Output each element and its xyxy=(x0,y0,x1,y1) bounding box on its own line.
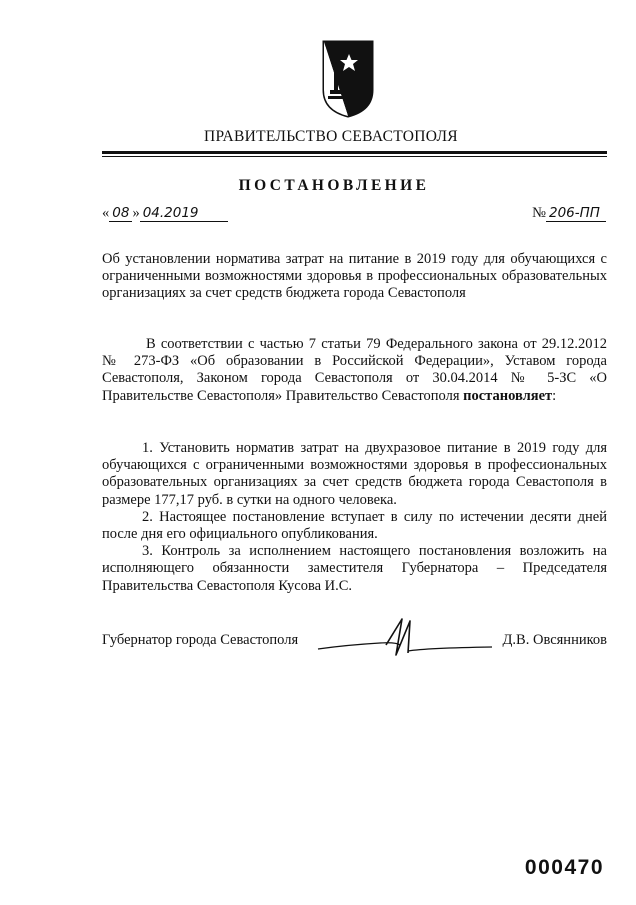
date-quote-close: » xyxy=(132,205,140,221)
decree-subject: Об установлении норматива затрат на питание в 2019 году для обучающихся с ограниченными возможностями здоровья в профессиональных образовательных организациях за счет средств бюджета города Севастополя xyxy=(102,251,607,302)
date-month-year-handwritten: 04.2019 xyxy=(140,205,228,222)
signatory-name: Д.В. Овсянников xyxy=(502,632,607,648)
decree-word: постановляет xyxy=(463,387,553,404)
signatory-title: Губернатор города Севастополя xyxy=(102,632,299,648)
document-serial-number: 000470 xyxy=(524,856,604,879)
decree-item-2: 2. Настоящее постановление вступает в силу по истечении десяти дней после дня его официального опубликования. xyxy=(102,508,607,543)
header-divider-thick xyxy=(102,151,607,154)
date-day-handwritten: 08 xyxy=(109,205,132,222)
signature-block xyxy=(102,627,607,657)
decree-item-1: 1. Установить норматив затрат на двухразовое питание в 2019 году для обучающихся с ограниченными возможностями здоровья в профессиональных образовательных организациях за счет средств бюджета города Севастополя в размере 177,17 руб. в сутки на одного человека. xyxy=(102,440,607,508)
date-quote-open: « xyxy=(102,205,110,221)
sevastopol-coat-of-arms-icon xyxy=(320,40,376,118)
document-number xyxy=(532,204,606,222)
decree-item-3: 3. Контроль за исполнением настоящего постановления возложить на исполняющего обязанности заместителя Губернатора – Председателя Правительства Севастополя Кусова И.С. xyxy=(102,543,607,594)
government-name: ПРАВИТЕЛЬСТВО СЕВАСТОПОЛЯ xyxy=(204,128,458,145)
preamble-text: В соответствии с частью 7 статьи 79 Федерального закона от 29.12.2012 № 273-ФЗ «Об образовании в Российской Федерации», Уставом города Севастополя, Законом города Севастополя от 30.04.2014 № 5-ЗС «О Правительстве Севастополя» Правительство Севастополя xyxy=(102,336,607,404)
decree-preamble xyxy=(102,336,607,405)
header-divider-thin xyxy=(102,156,607,157)
number-sign: № xyxy=(532,205,546,221)
document-date xyxy=(102,204,228,222)
decree-items xyxy=(102,440,607,595)
number-value-handwritten: 206-ПП xyxy=(546,205,606,222)
document-type-title: ПОСТАНОВЛЕНИЕ xyxy=(238,177,430,194)
handwritten-signature-icon xyxy=(316,615,496,657)
preamble-colon: : xyxy=(552,387,557,404)
